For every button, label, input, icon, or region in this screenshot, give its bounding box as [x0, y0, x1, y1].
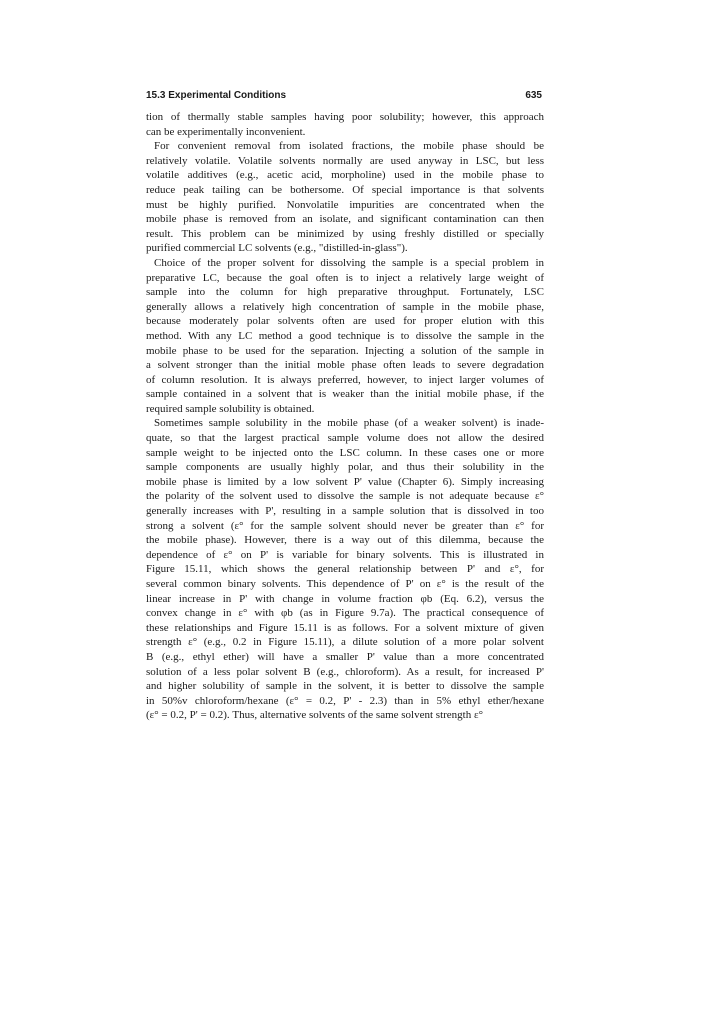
text-line: dependence of ε° on P' is variable for binary solvents. This is illustrated in [146, 548, 544, 561]
text-line: and higher solubility of sample in the solvent, it is better to dissolve the sample [146, 680, 544, 693]
text-line: Figure 15.11, which shows the general relationship between P' and ε°, for [146, 563, 544, 576]
text-line: generally allows a relatively high concentration of sample in the mobile phase, [146, 300, 544, 313]
text-line: because moderately polar solvents often are used for proper elution with this [146, 315, 544, 328]
text-line: strong a solvent (ε° for the sample solvent should never be greater than ε° for [146, 519, 544, 532]
text-line: generally increases with P', resulting in a sample solution that is dissolved in too [146, 505, 544, 518]
text-line: (ε° = 0.2, P' = 0.2). Thus, alternative solvents of the same solvent strength ε° [146, 709, 484, 722]
paragraph [146, 416, 544, 722]
page-number: 635 [525, 90, 542, 101]
text-line: in 50%v chloroform/hexane (ε° = 0.2, P' - 2.3) than in 5% ethyl ether/hexane [146, 694, 544, 707]
text-line: sample contained in a solvent that is weaker than the initial mobile phase, if the [146, 388, 544, 401]
text-line: relatively volatile. Volatile solvents normally are used anyway in LSC, but less [146, 154, 544, 167]
text-line: strength ε° (e.g., 0.2 in Figure 15.11), a dilute solution of a more polar solvent [146, 636, 544, 649]
text-line: method. With any LC method a good technique is to dissolve the sample in the [146, 329, 544, 342]
paragraph [146, 139, 544, 256]
text-line: these relationships and Figure 15.11 is as follows. For a solvent mixture of given [146, 621, 544, 634]
text-line: volatile additives (e.g., acetic acid, morpholine) used in the mobile phase to [146, 169, 544, 182]
text-line: For convenient removal from isolated fractions, the mobile phase should be [154, 140, 544, 153]
text-line: sample into the column for high preparative throughput. Fortunately, LSC [146, 286, 544, 299]
running-header [146, 90, 542, 106]
paragraph [146, 256, 544, 417]
text-line: mobile phase to be used for the separation. Injecting a solution of the sample in [146, 344, 544, 357]
text-line: B (e.g., ethyl ether) will have a smaller P' value than a more concentrated [146, 650, 544, 663]
text-line: result. This problem can be minimized by using freshly distilled or specially [146, 227, 544, 240]
text-line: Sometimes sample solubility in the mobile phase (of a weaker solvent) is inade- [154, 417, 544, 430]
text-line: Choice of the proper solvent for dissolving the sample is a special problem in [154, 256, 544, 269]
text-line: solution of a less polar solvent B (e.g., chloroform). As a result, for increased P' [146, 665, 544, 678]
text-line: mobile phase is limited by a low solvent P' value (Chapter 6). Simply increasing [146, 475, 544, 488]
text-line: preparative LC, because the goal often is to inject a relatively large weight of [146, 271, 544, 284]
body-text [146, 110, 544, 723]
text-line: a solvent stronger than the initial moble phase often leads to severe degradation [146, 359, 544, 372]
text-line: of column resolution. It is always preferred, however, to inject larger volumes of [146, 373, 544, 386]
text-line: quate, so that the largest practical sample volume does not allow the desired [146, 432, 544, 445]
paragraph [146, 110, 544, 139]
text-line: tion of thermally stable samples having poor solubility; however, this approach [146, 111, 544, 123]
text-line: several common binary solvents. This dependence of P' on ε° is the result of the [146, 578, 544, 590]
text-line: mobile phase is removed from an isolate, and significant contamination can then [146, 213, 544, 226]
section-title: 15.3 Experimental Conditions [146, 90, 287, 101]
text-line: convex change in ε° with φb (as in Figure 9.7a). The practical consequence of [146, 607, 544, 620]
text-line: can be experimentally inconvenient. [146, 125, 306, 138]
text-line: purified commercial LC solvents (e.g., "distilled-in-glass"). [146, 242, 408, 255]
text-line: sample weight to be injected onto the LSC column. In these cases one or more [146, 446, 544, 459]
text-line: required sample solubility is obtained. [146, 402, 315, 415]
text-line: the polarity of the solvent used to dissolve the sample is not adequate because ε° [146, 490, 544, 503]
text-line: the mobile phase). However, there is a way out of this dilemma, because the [146, 534, 544, 547]
text-line: reduce peak tailing can be bothersome. Of special importance is that solvents [146, 183, 544, 196]
text-line: sample components are usually highly polar, and thus their solubility in the [146, 461, 544, 474]
text-line: must be highly purified. Nonvolatile impurities are concentrated when the [146, 198, 544, 211]
text-line: linear increase in P' with change in volume fraction φb (Eq. 6.2), versus the [146, 592, 544, 605]
